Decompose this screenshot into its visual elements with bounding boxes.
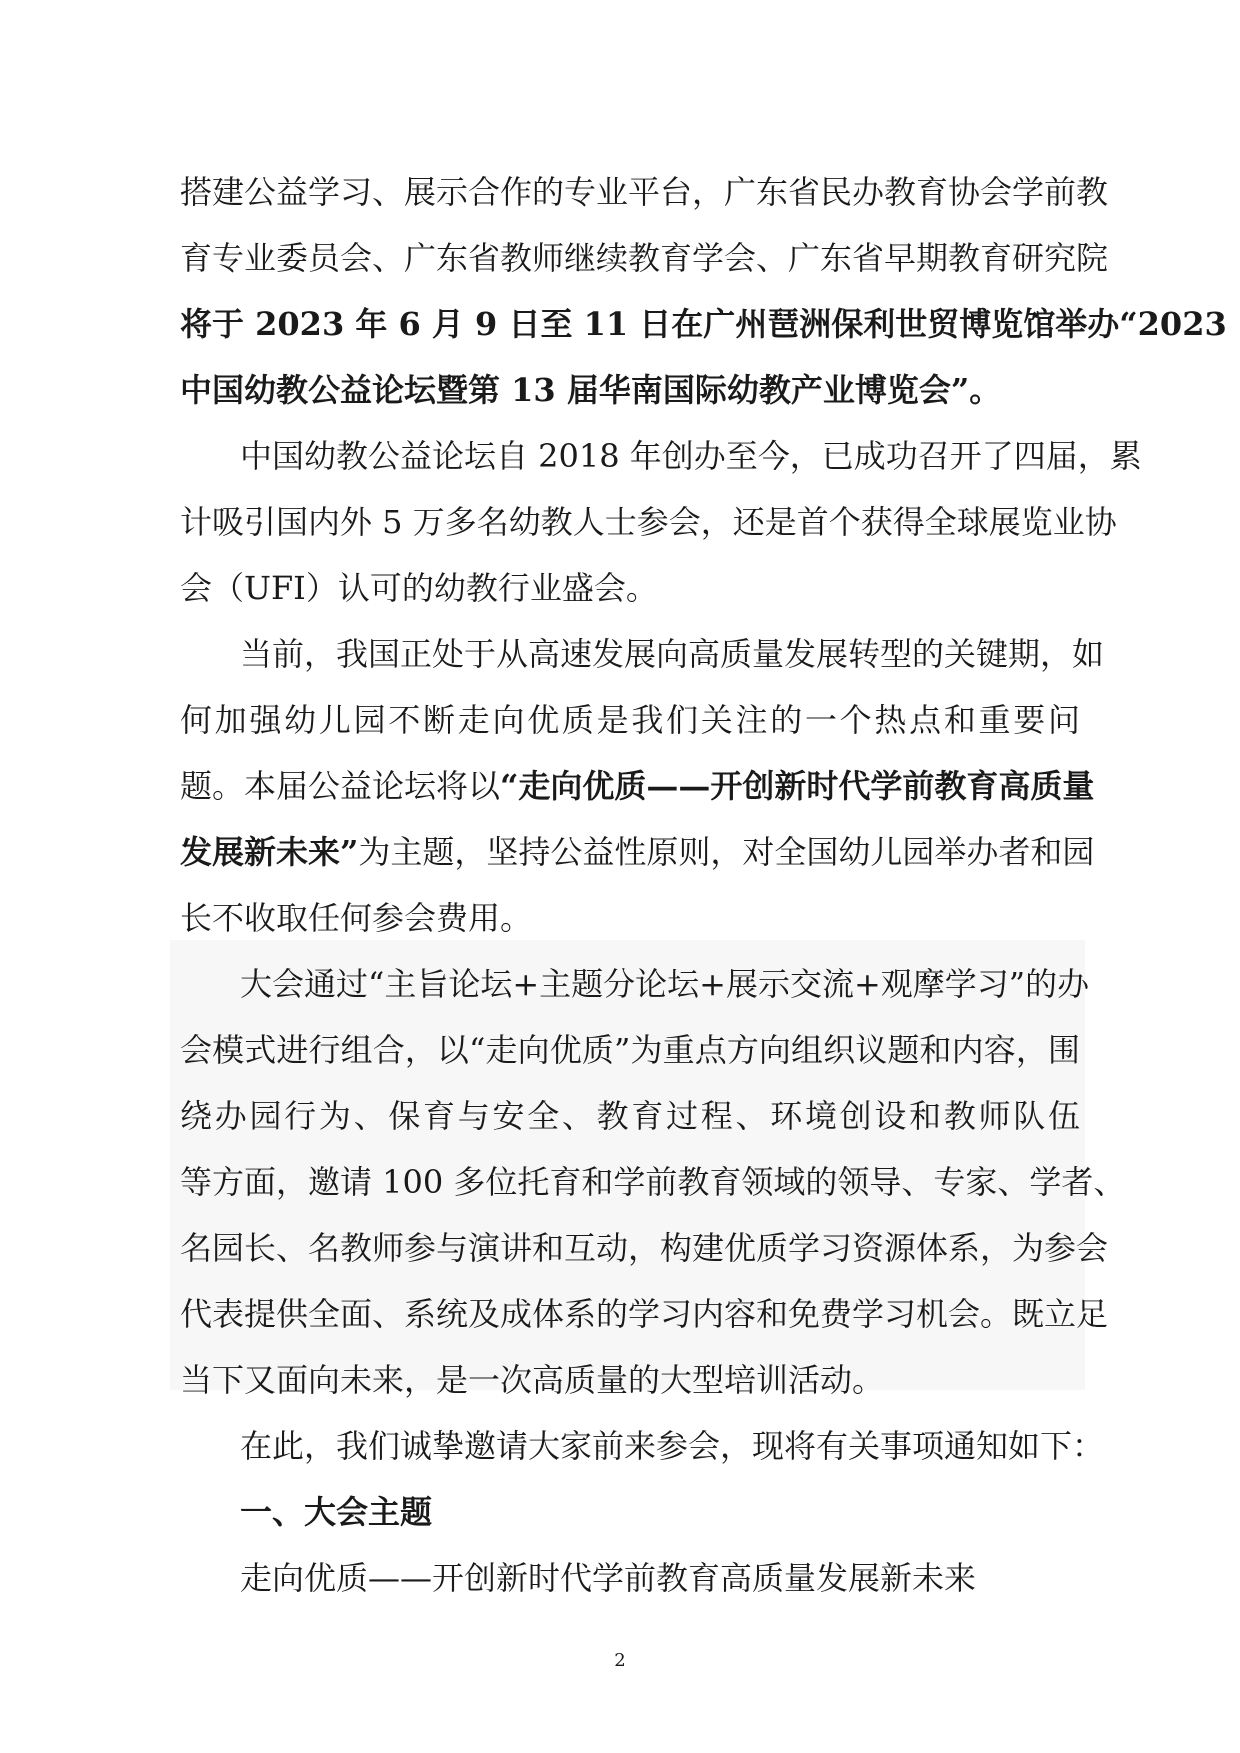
paragraph-line: 当前，我国正处于从高速发展向高质量发展转型的关键期，如 <box>240 635 1105 673</box>
paragraph-line: 大会通过“主旨论坛+主题分论坛+展示交流+观摩学习”的办 <box>240 965 1090 1003</box>
paragraph-line: 会模式进行组合，以“走向优质”为重点方向组织议题和内容，围 <box>180 1031 1080 1069</box>
paragraph-line: 绕办园行为、保育与安全、教育过程、环境创设和教师队伍 <box>180 1097 1080 1135</box>
paragraph-line: 在此，我们诚挚邀请大家前来参会，现将有关事项通知如下： <box>240 1427 1105 1465</box>
bold-theme-text: 发展新未来” <box>180 833 359 871</box>
paragraph-line: 中国幼教公益论坛暨第 13 届华南国际幼教产业博览会”。 <box>180 371 1002 409</box>
paragraph-line: 计吸引国内外 5 万多名幼教人士参会，还是首个获得全球展览业协 <box>180 503 1117 541</box>
section-heading: 一、大会主题 <box>240 1493 433 1531</box>
plain-text: 题。本届公益论坛将以 <box>180 767 501 805</box>
paragraph-line: 会（UFI）认可的幼教行业盛会。 <box>180 569 658 607</box>
section-body: 走向优质——开创新时代学前教育高质量发展新未来 <box>240 1559 977 1597</box>
paragraph-line-mixed <box>180 764 1095 808</box>
paragraph-line: 当下又面向未来，是一次高质量的大型培训活动。 <box>180 1361 885 1399</box>
page-number: 2 <box>614 1650 626 1671</box>
paragraph-line: 将于 2023 年 6 月 9 日至 11 日在广州琶洲保利世贸博览馆举办“2023 <box>180 305 1227 343</box>
paragraph-line: 名园长、名教师参与演讲和互动，构建优质学习资源体系，为参会 <box>180 1229 1109 1267</box>
bold-theme-text: “走向优质——开创新时代学前教育高质量 <box>500 767 1095 805</box>
paragraph-line: 代表提供全面、系统及成体系的学习内容和免费学习机会。既立足 <box>180 1295 1109 1333</box>
paragraph-line: 等方面，邀请 100 多位托育和学前教育领域的领导、专家、学者、 <box>180 1163 1126 1201</box>
paragraph-line: 育专业委员会、广东省教师继续教育学会、广东省早期教育研究院 <box>180 239 1109 277</box>
paragraph-line: 何加强幼儿园不断走向优质是我们关注的一个热点和重要问 <box>180 701 1080 739</box>
paragraph-line: 长不收取任何参会费用。 <box>180 899 533 937</box>
paragraph-line: 中国幼教公益论坛自 2018 年创办至今，已成功召开了四届，累 <box>240 437 1142 475</box>
paragraph-line: 搭建公益学习、展示合作的专业平台，广东省民办教育协会学前教 <box>180 173 1109 211</box>
plain-text: 为主题，坚持公益性原则，对全国幼儿园举办者和园 <box>358 833 1095 871</box>
paragraph-line-mixed <box>180 830 1095 874</box>
